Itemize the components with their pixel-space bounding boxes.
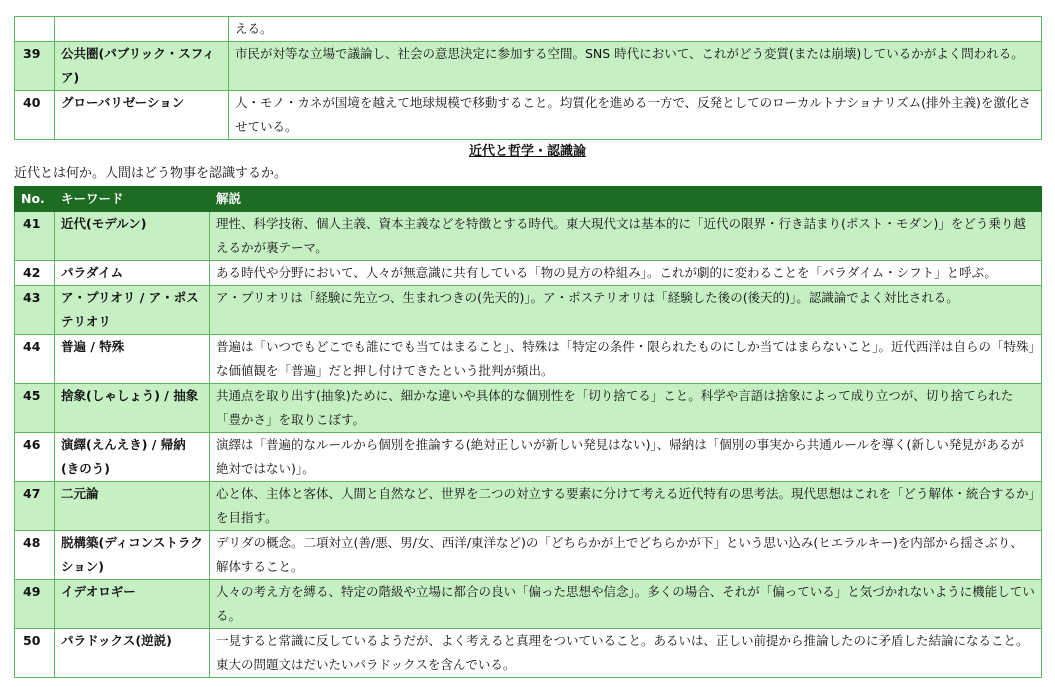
row-keyword: ア・プリオリ / ア・ポステリオリ <box>55 286 210 335</box>
row-description: 共通点を取り出す(抽象)ために、細かな違いや具体的な個別性を「切り捨てる」こと。科学や言語は捨象によって成り立つが、切り捨てられた「豊かさ」を取りこぼす。 <box>210 384 1042 433</box>
row-description: 人・モノ・カネが国境を越えて地球規模で移動すること。均質化を進める一方で、反発としてのローカルトナショナリズム(排外主義)を激化させている。 <box>229 91 1042 140</box>
top-keyword-table <box>14 16 1042 140</box>
row-number: 46 <box>15 433 55 482</box>
row-description: 一見すると常識に反しているようだが、よく考えると真理をついていること。あるいは、正しい前提から推論したのに矛盾した結論になること。東大の問題文はだいたいパラドックスを含んでいる。 <box>210 629 1042 678</box>
header-no: No. <box>15 187 55 212</box>
table-row <box>15 482 1042 531</box>
row-keyword: パラドックス(逆説) <box>55 629 210 678</box>
table-row <box>15 384 1042 433</box>
row-keyword: 脱構築(ディコンストラクション) <box>55 531 210 580</box>
row-description: 心と体、主体と客体、人間と自然など、世界を二つの対立する要素に分けて考える近代特有の思考法。現代思想はこれを「どう解体・統合するか」を目指す。 <box>210 482 1042 531</box>
row-keyword: 二元論 <box>55 482 210 531</box>
row-keyword: 演繹(えんえき) / 帰納(きのう) <box>55 433 210 482</box>
row-number: 41 <box>15 212 55 261</box>
table-header-row <box>15 187 1042 212</box>
row-number: 47 <box>15 482 55 531</box>
row-description: 普遍は「いつでもどこでも誰にでも当てはまること」、特殊は「特定の条件・限られたものにしか当てはまらないこと」。近代西洋は自らの「特殊」な価値観を「普遍」だと押し付けてきたという批判が頻出。 <box>210 335 1042 384</box>
row-keyword: イデオロギー <box>55 580 210 629</box>
row-description: ア・プリオリは「経験に先立つ、生まれつきの(先天的)」。ア・ポステリオリは「経験した後の(後天的)」。認識論でよく対比される。 <box>210 286 1042 335</box>
row-number: 43 <box>15 286 55 335</box>
table-row <box>15 17 1042 42</box>
row-number: 48 <box>15 531 55 580</box>
table-row <box>15 335 1042 384</box>
row-description: 市民が対等な立場で議論し、社会の意思決定に参加する空間。SNS 時代において、これがどう変質(または崩壊)しているかがよく問われる。 <box>229 42 1042 91</box>
section-intro: 近代とは何か。人間はどう物事を認識するか。 <box>14 166 288 181</box>
table-row <box>15 261 1042 286</box>
row-number: 42 <box>15 261 55 286</box>
row-keyword: グローバリゼーション <box>55 91 229 140</box>
row-keyword: 近代(モデルン) <box>55 212 210 261</box>
row-number: 39 <box>15 42 55 91</box>
row-number: 44 <box>15 335 55 384</box>
row-number <box>15 17 55 42</box>
row-keyword: 普遍 / 特殊 <box>55 335 210 384</box>
table-row <box>15 212 1042 261</box>
header-keyword: キーワード <box>55 187 210 212</box>
header-description: 解説 <box>210 187 1042 212</box>
row-keyword: パラダイム <box>55 261 210 286</box>
row-description: 理性、科学技術、個人主義、資本主義などを特徴とする時代。東大現代文は基本的に「近代の限界・行き詰まり(ポスト・モダン)」をどう乗り越えるかが裏テーマ。 <box>210 212 1042 261</box>
row-description: える。 <box>229 17 1042 42</box>
table-row <box>15 629 1042 678</box>
row-keyword: 公共圏(パブリック・スフィア) <box>55 42 229 91</box>
table-row <box>15 531 1042 580</box>
row-description: ある時代や分野において、人々が無意識に共有している「物の見方の枠組み」。これが劇的に変わることを「パラダイム・シフト」と呼ぶ。 <box>210 261 1042 286</box>
row-keyword <box>55 17 229 42</box>
table-row <box>15 580 1042 629</box>
section-title: 近代と哲学・認識論 <box>468 144 586 159</box>
row-number: 45 <box>15 384 55 433</box>
row-keyword: 捨象(しゃしょう) / 抽象 <box>55 384 210 433</box>
row-number: 50 <box>15 629 55 678</box>
row-description: 演繹は「普遍的なルールから個別を推論する(絶対正しいが新しい発見はない)」、帰納は「個別の事実から共通ルールを導く(新しい発見があるが絶対ではない)」。 <box>210 433 1042 482</box>
row-description: 人々の考え方を縛る、特定の階級や立場に都合の良い「偏った思想や信念」。多くの場合、それが「偏っている」と気づかれないように機能している。 <box>210 580 1042 629</box>
main-keyword-table <box>14 186 1042 678</box>
row-number: 49 <box>15 580 55 629</box>
table-row <box>15 433 1042 482</box>
table-row <box>15 42 1042 91</box>
table-row <box>15 286 1042 335</box>
row-number: 40 <box>15 91 55 140</box>
table-row <box>15 91 1042 140</box>
row-description: デリダの概念。二項対立(善/悪、男/女、西洋/東洋など)の「どちらかが上でどちらかが下」という思い込み(ヒエラルキー)を内部から揺さぶり、解体すること。 <box>210 531 1042 580</box>
